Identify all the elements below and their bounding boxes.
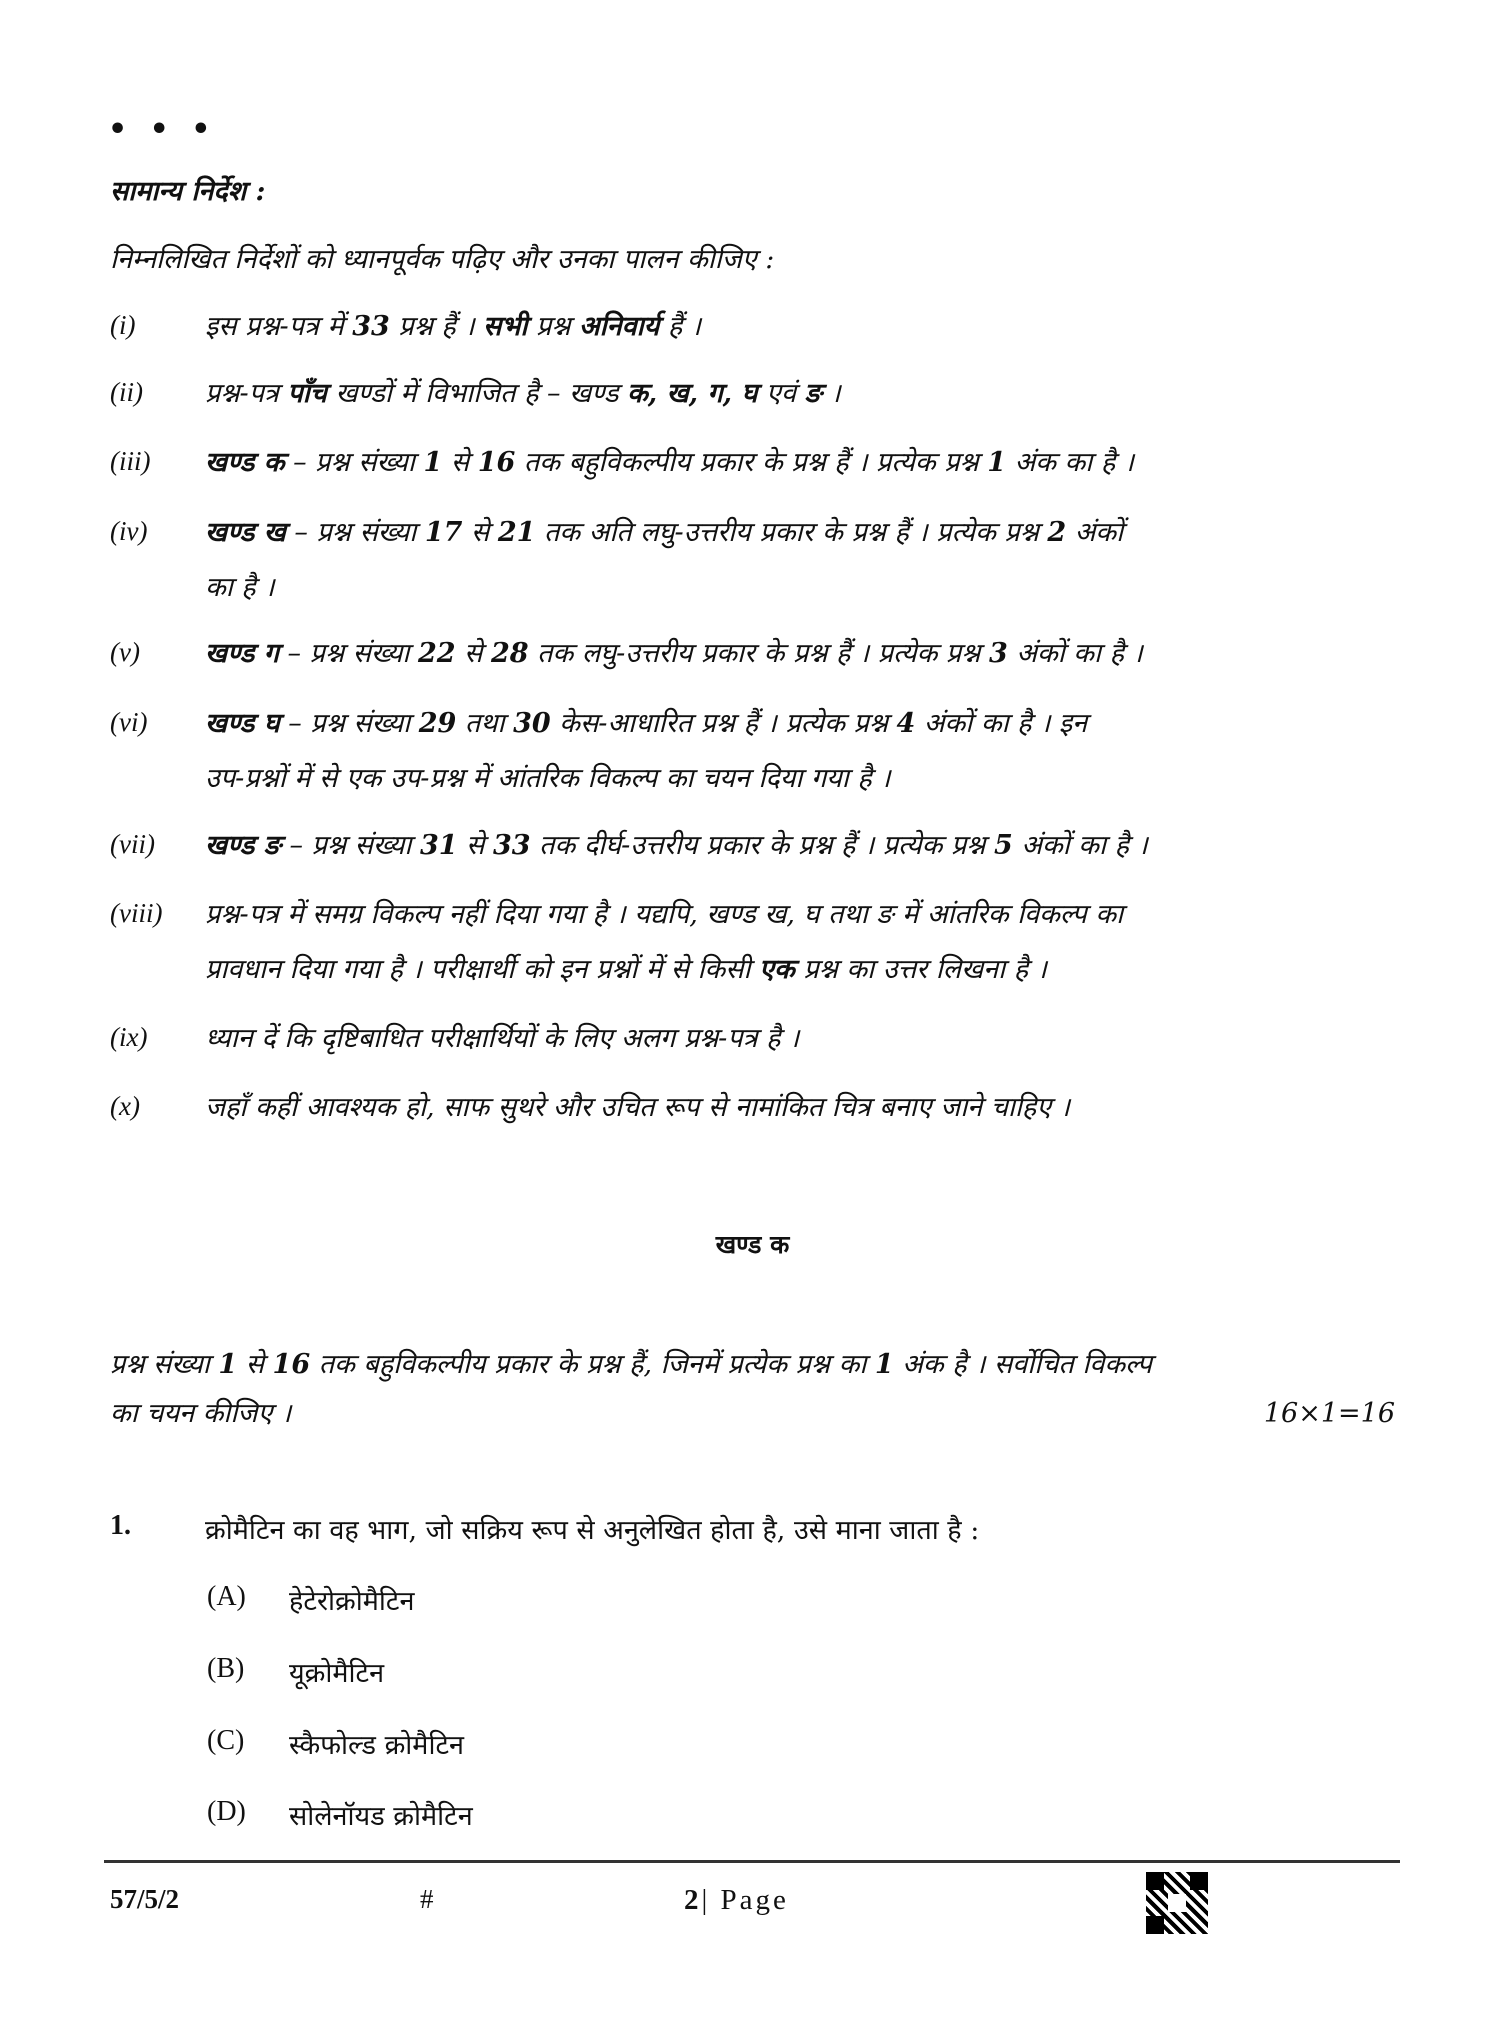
text-segment: ।: [821, 378, 841, 409]
text-segment: अनिवार्य: [579, 311, 660, 342]
option-text: यूक्रोमैटिन: [289, 1658, 385, 1689]
text-segment: 22: [417, 638, 456, 669]
section-marks: 16×1=16: [1263, 1398, 1395, 1429]
option-text: स्कैफोल्ड क्रोमैटिन: [289, 1730, 465, 1761]
qr-code-icon: [1146, 1872, 1208, 1934]
text-segment: तक बहुविकल्पीय प्रकार के प्रश्न हैं । प्रत्येक प्रश्न: [515, 447, 988, 478]
text-segment: उप-प्रश्नों में से एक उप-प्रश्न में आंतरिक विकल्प का चयन दिया गया है ।: [205, 763, 891, 794]
text-segment: – प्रश्न संख्या: [285, 517, 425, 548]
text-segment: तक लघु-उत्तरीय प्रकार के प्रश्न हैं । प्रत्येक प्रश्न: [528, 638, 989, 669]
instruction-label: (ii): [110, 377, 143, 407]
text-segment: – प्रश्न संख्या: [278, 638, 418, 669]
text-segment: 2: [1047, 517, 1067, 548]
text-segment: का है ।: [205, 572, 275, 603]
text-segment: से: [462, 517, 498, 548]
instruction-text: [205, 829, 1148, 863]
option-label: (C): [207, 1725, 245, 1756]
text-segment: खण्ड घ: [205, 708, 280, 739]
text-segment: प्रावधान दिया गया है । परीक्षार्थी को इन प्रश्नों में से किसी: [205, 954, 760, 985]
text-segment: तक बहुविकल्पीय प्रकार के प्रश्न हैं, जिनमें प्रत्येक प्रश्न का: [310, 1349, 875, 1380]
instruction-label: (viii): [110, 898, 163, 928]
instruction-label: (vi): [110, 707, 148, 737]
header-dots: • • •: [108, 112, 217, 147]
text-segment: एक: [759, 954, 795, 985]
text-segment: प्रश्न-पत्र: [205, 378, 288, 409]
instruction-text: [205, 516, 1123, 550]
text-segment: एवं: [757, 378, 805, 409]
section-heading: खण्ड क: [715, 1230, 790, 1259]
option-label: (A): [207, 1581, 246, 1612]
text-segment: 5: [993, 830, 1013, 861]
text-segment: अंकों का है ।: [1007, 638, 1143, 669]
text-segment: प्रश्न-पत्र में समग्र विकल्प नहीं दिया गया है । यद्यपि, खण्ड ख, घ तथा ङ में आंतरिक विकल्प का: [205, 899, 1124, 930]
paper-code: 57/5/2: [110, 1884, 180, 1914]
text-segment: प्रश्न: [527, 311, 580, 342]
text-segment: से: [455, 638, 491, 669]
option-text: सोलेनॉयड क्रोमैटिन: [289, 1801, 473, 1832]
instruction-label: (iv): [110, 516, 148, 546]
text-segment: से: [237, 1349, 273, 1380]
instruction-label: (vii): [110, 829, 155, 859]
text-segment: 1: [218, 1349, 238, 1380]
text-segment: 3: [988, 638, 1008, 669]
option-label: (D): [207, 1796, 246, 1827]
text-segment: ध्यान दें कि दृष्टिबाधित परीक्षार्थियों के लिए अलग प्रश्न-पत्र है ।: [205, 1023, 800, 1054]
text-segment: – प्रश्न संख्या: [279, 708, 419, 739]
text-segment: क, ख, ग, घ: [627, 378, 758, 409]
text-segment: से: [442, 447, 478, 478]
text-segment: अंकों का है ।: [1012, 830, 1148, 861]
instruction-text: [205, 762, 891, 796]
instruction-label: (iii): [110, 446, 151, 476]
text-segment: प्रश्न हैं ।: [389, 311, 484, 342]
text-segment: – प्रश्न संख्या: [280, 830, 420, 861]
option-text: हेटेरोक्रोमैटिन: [289, 1586, 415, 1617]
text-segment: 1: [423, 447, 443, 478]
text-segment: 33: [352, 311, 390, 342]
instruction-text: [205, 446, 1134, 480]
instruction-text: [205, 707, 1087, 741]
text-segment: से: [457, 830, 493, 861]
question-number: 1.: [110, 1510, 131, 1541]
text-segment: 33: [492, 830, 531, 861]
text-segment: खण्ड क: [205, 447, 285, 478]
instruction-text: [205, 898, 1123, 932]
text-segment: 1: [874, 1349, 894, 1380]
instruction-text: [205, 637, 1143, 671]
instruction-text: [205, 310, 701, 344]
footer-divider: [104, 1860, 1400, 1863]
text-segment: खण्ड ख: [205, 517, 286, 548]
text-segment: सभी: [483, 311, 528, 342]
page-indicator: [684, 1884, 789, 1917]
text-segment: खण्ड ग: [205, 638, 279, 669]
instruction-text: [205, 1022, 799, 1056]
instruction-text: [205, 571, 274, 605]
text-segment: अंक है । सर्वोचित विकल्प: [893, 1349, 1152, 1380]
text-segment: 16: [272, 1349, 311, 1380]
text-segment: इस प्रश्न-पत्र में: [205, 311, 353, 342]
text-segment: तक अति लघु-उत्तरीय प्रकार के प्रश्न हैं । प्रत्येक प्रश्न: [535, 517, 1048, 548]
page-label: | Page: [701, 1884, 789, 1916]
text-segment: जहाँ कहीं आवश्यक हो, साफ सुथरे और उचित रूप से नामांकित चित्र बनाए जाने चाहिए ।: [205, 1092, 1070, 1123]
footer-hash: #: [420, 1884, 434, 1914]
text-segment: ङ: [804, 378, 822, 409]
text-segment: अंकों का है । इन: [915, 708, 1088, 739]
text-segment: खण्डों में विभाजित है – खण्ड: [326, 378, 628, 409]
text-segment: – प्रश्न संख्या: [284, 447, 424, 478]
question-text: क्रोमैटिन का वह भाग, जो सक्रिय रूप से अनुलेखित होता है, उसे माना जाता है :: [205, 1515, 980, 1546]
instruction-text: [205, 953, 1047, 987]
text-segment: 16: [477, 447, 516, 478]
text-segment: हैं ।: [659, 311, 702, 342]
text-segment: 30: [513, 708, 551, 739]
text-segment: अंक का है ।: [1006, 447, 1135, 478]
instruction-text: [205, 1091, 1070, 1125]
text-segment: तक दीर्घ-उत्तरीय प्रकार के प्रश्न हैं । प्रत्येक प्रश्न: [530, 830, 994, 861]
text-segment: केस-आधारित प्रश्न हैं । प्रत्येक प्रश्न: [550, 708, 897, 739]
text-segment: प्रश्न संख्या: [110, 1349, 219, 1380]
instruction-label: (i): [110, 310, 136, 340]
text-segment: 4: [896, 708, 916, 739]
section-instruction-line1: [110, 1348, 1152, 1382]
page-number: 2: [684, 1884, 702, 1916]
instruction-label: (v): [110, 637, 140, 667]
text-segment: 21: [497, 517, 536, 548]
text-segment: अंकों: [1066, 517, 1124, 548]
text-segment: 17: [424, 517, 463, 548]
text-segment: प्रश्न का उत्तर लिखना है ।: [794, 954, 1047, 985]
text-segment: 31: [419, 830, 458, 861]
text-segment: तथा: [456, 708, 514, 739]
text-segment: 29: [418, 708, 457, 739]
instructions-intro: निम्नलिखित निर्देशों को ध्यानपूर्वक पढ़िए और उनका पालन कीजिए :: [110, 244, 775, 275]
instruction-label: (x): [110, 1091, 140, 1121]
option-label: (B): [207, 1653, 245, 1684]
instructions-title: सामान्य निर्देश :: [110, 176, 266, 207]
section-instruction-line2: का चयन कीजिए ।: [110, 1398, 292, 1429]
text-segment: 28: [490, 638, 529, 669]
text-segment: 1: [987, 447, 1007, 478]
instruction-label: (ix): [110, 1022, 148, 1052]
instruction-text: [205, 377, 841, 411]
text-segment: पाँच: [287, 378, 327, 409]
text-segment: खण्ड ङ: [205, 830, 281, 861]
